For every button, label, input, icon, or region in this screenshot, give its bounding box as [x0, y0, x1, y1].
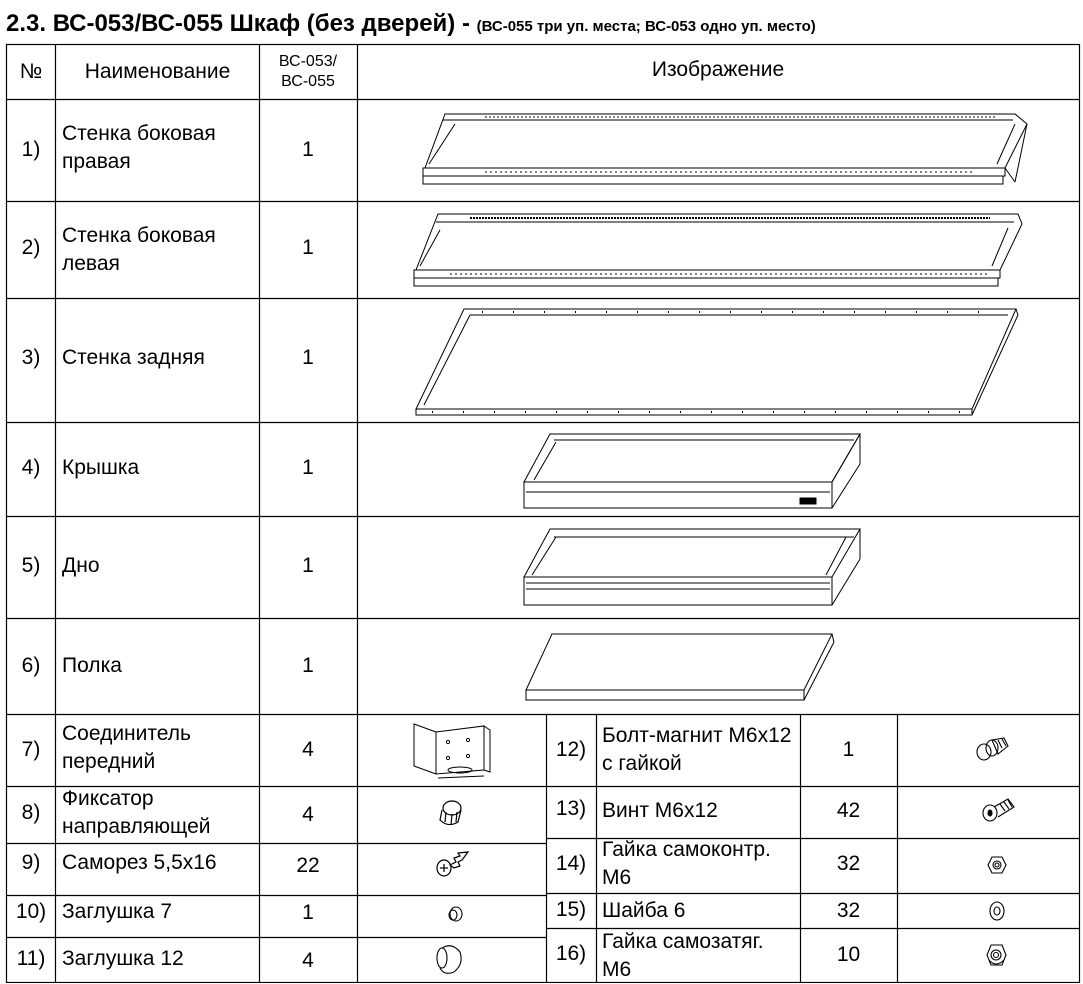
- part-10-name: Заглушка 7: [62, 900, 173, 923]
- part-7-name: Соединитель передний: [62, 722, 191, 773]
- row-6-qty: 1: [302, 654, 314, 677]
- screw-icon: [980, 795, 1020, 825]
- part-8-num: 8): [21, 801, 41, 824]
- row-3-qty: 1: [302, 346, 314, 369]
- part-7-num: 7): [21, 738, 41, 761]
- row-1-qty: 1: [302, 138, 314, 161]
- part-13-name: Винт М6х12: [602, 799, 718, 822]
- row-3-name: Стенка задняя: [62, 346, 205, 369]
- part-12-num: 12): [555, 738, 587, 761]
- header-qty-line2: ВС-055: [281, 73, 335, 90]
- row-5-num: 5): [21, 554, 41, 577]
- header-qty-line1: ВС-053/: [278, 53, 338, 70]
- part-16-num: 16): [555, 942, 587, 965]
- row-5-name: Дно: [62, 554, 100, 577]
- row-4-num: 4): [21, 456, 41, 479]
- header-num: №: [19, 60, 43, 83]
- side-panel-left-drawing: [410, 208, 1030, 292]
- back-panel-drawing: [412, 305, 1022, 417]
- header-qty: [259, 52, 357, 92]
- shelf-drawing: [522, 630, 838, 708]
- part-10-num: 10): [15, 900, 47, 923]
- title-sub: (ВС-055 три уп. места; ВС-053 одно уп. место): [476, 18, 816, 35]
- part-9-num: 9): [21, 851, 41, 874]
- plug-7-icon: [444, 904, 464, 924]
- part-10-qty: 1: [302, 901, 314, 924]
- part-14-qty: 32: [836, 852, 861, 875]
- part-12-name: Болт-магнит М6х12 с гайкой: [602, 724, 792, 775]
- part-7-qty: 4: [302, 738, 314, 761]
- washer-icon: [988, 900, 1006, 922]
- part-15-num: 15): [555, 898, 587, 921]
- part-13-num: 13): [555, 797, 587, 820]
- part-11-qty: 4: [302, 949, 314, 972]
- self-tapping-screw-icon: [434, 850, 472, 880]
- bottom-drawing: [520, 525, 865, 609]
- part-8-qty: 4: [302, 803, 314, 826]
- part-14-num: 14): [555, 852, 587, 875]
- row-1-name: Стенка боковая правая: [62, 122, 216, 173]
- plug-12-icon: [434, 942, 464, 976]
- lock-nut-icon: [986, 854, 1008, 876]
- row-3-num: 3): [21, 346, 41, 369]
- part-15-name: Шайба 6: [602, 899, 686, 922]
- row-2-num: 2): [21, 236, 41, 259]
- part-11-num: 11): [16, 947, 46, 970]
- part-13-qty: 42: [836, 799, 861, 822]
- part-16-name: Гайка самозатяг. М6: [602, 930, 764, 981]
- title-main: 2.3. ВС-053/ВС-055 Шкаф (без дверей) -: [6, 10, 477, 37]
- header-image: Изображение: [651, 58, 785, 81]
- part-8-name: Фиксатор направляющей: [62, 787, 211, 838]
- part-9-qty: 22: [296, 854, 320, 877]
- row-4-name: Крышка: [62, 456, 140, 479]
- row-4-qty: 1: [302, 456, 314, 479]
- row-6-num: 6): [21, 654, 41, 677]
- side-panel-right-drawing: [415, 106, 1035, 192]
- row-5-qty: 1: [302, 554, 314, 577]
- part-12-qty: 1: [842, 738, 855, 761]
- front-connector-icon: [408, 720, 492, 782]
- row-1-num: 1): [21, 138, 41, 161]
- part-9-name: Саморез 5,5х16: [62, 851, 217, 874]
- self-locking-nut-icon: [984, 942, 1008, 968]
- part-15-qty: 32: [836, 899, 861, 922]
- part-14-name: Гайка самоконтр. М6: [602, 838, 771, 889]
- magnet-bolt-icon: [974, 734, 1020, 764]
- top-cover-drawing: [520, 430, 865, 512]
- part-16-qty: 10: [836, 943, 861, 966]
- row-6-name: Полка: [62, 654, 122, 677]
- part-11-name: Заглушка 12: [62, 947, 184, 970]
- row-2-qty: 1: [302, 236, 314, 259]
- row-2-name: Стенка боковая левая: [62, 224, 216, 275]
- guide-fixer-icon: [436, 798, 464, 830]
- header-name: Наименование: [84, 60, 231, 83]
